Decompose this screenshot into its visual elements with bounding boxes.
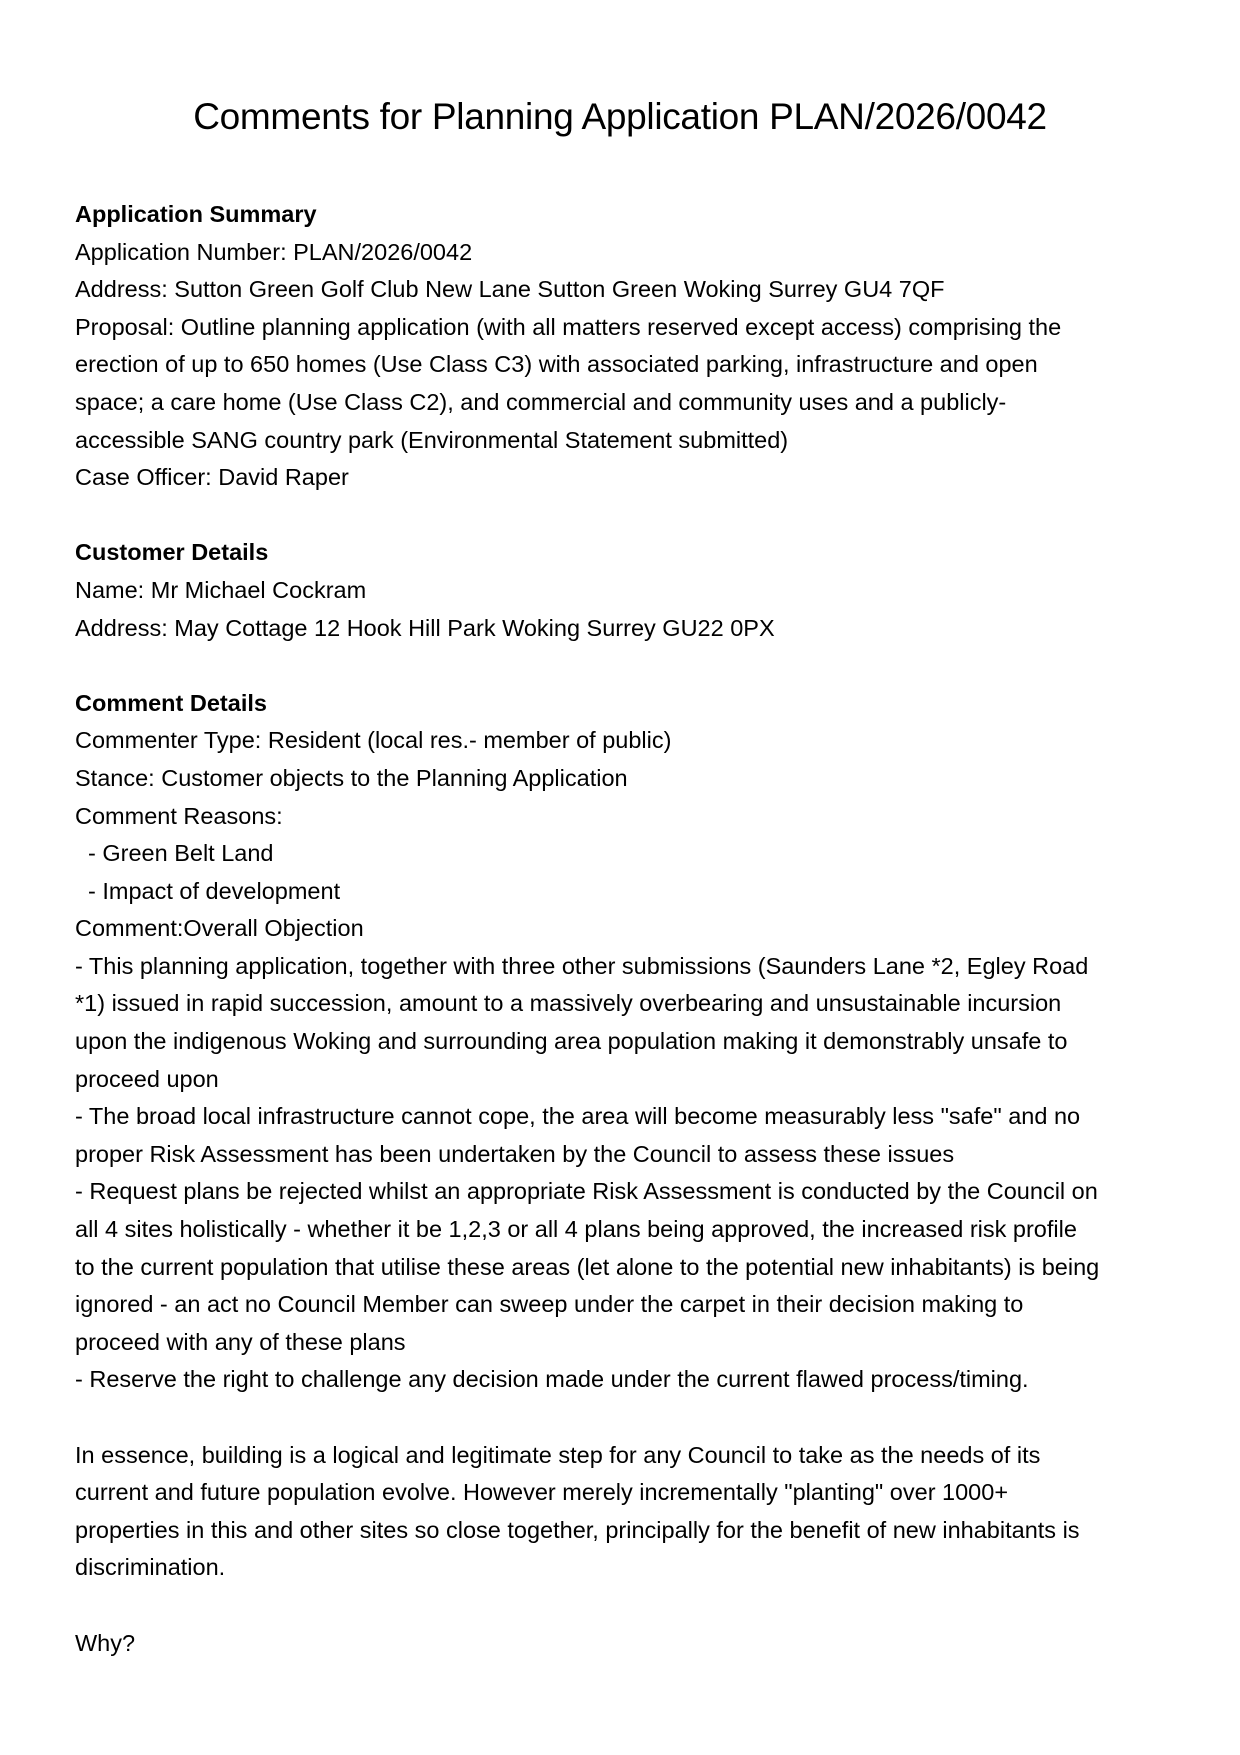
comment-line: - Reserve the right to challenge any decision made under the current flawed process/timing. xyxy=(75,1366,1029,1393)
comment-line: - The broad local infrastructure cannot cope, the area will become measurably less "safe" and no xyxy=(75,1103,1081,1130)
customer-details-section xyxy=(75,534,1175,647)
comment-line: upon the indigenous Woking and surrounding area population making it demonstrably unsafe to xyxy=(75,1028,1068,1055)
essence-line: In essence, building is a logical and legitimate step for any Council to take as the needs of its xyxy=(75,1441,1041,1468)
comment-line: proceed with any of these plans xyxy=(75,1328,406,1355)
customer-address: Address: May Cottage 12 Hook Hill Park Woking Surrey GU22 0PX xyxy=(75,614,775,641)
customer-details-heading: Customer Details xyxy=(75,539,269,566)
stance: Stance: Customer objects to the Planning Application xyxy=(75,764,628,791)
section-spacer xyxy=(75,647,1175,685)
proposal-line: erection of up to 650 homes (Use Class C3) with associated parking, infrastructure and open xyxy=(75,351,1038,378)
comment-details-section xyxy=(75,685,1175,1662)
paragraph-spacer xyxy=(75,1587,1175,1625)
proposal-line: space; a care home (Use Class C2), and commercial and community uses and a publicly- xyxy=(75,388,1007,415)
comment-line: - This planning application, together with three other submissions (Saunders Lane *2, Egley Road xyxy=(75,952,1089,979)
proposal-line: Proposal: Outline planning application (with all matters reserved except access) comprising the xyxy=(75,313,1062,340)
document-body xyxy=(75,196,1175,1662)
comment-line: ignored - an act no Council Member can sweep under the carpet in their decision making to xyxy=(75,1291,1024,1318)
comment-line: to the current population that utilise these areas (let alone to the potential new inhabitants) is being xyxy=(75,1253,1100,1280)
comment-reason-item: - Green Belt Land xyxy=(88,840,274,867)
closing-question: Why? xyxy=(75,1629,136,1656)
comment-reason-item: - Impact of development xyxy=(88,877,341,904)
comment-line: *1) issued in rapid succession, amount to a massively overbearing and unsustainable incursion xyxy=(75,990,1062,1017)
application-summary-heading: Application Summary xyxy=(75,201,317,227)
comment-reasons-label: Comment Reasons: xyxy=(75,802,283,829)
essence-line: current and future population evolve. However merely incrementally "planting" over 1000+ xyxy=(75,1479,1009,1506)
comment-line: proper Risk Assessment has been undertaken by the Council to assess these issues xyxy=(75,1140,955,1167)
essence-line: properties in this and other sites so close together, principally for the benefit of new inhabitants is xyxy=(75,1516,1080,1543)
proposal-line: accessible SANG country park (Environmental Statement submitted) xyxy=(75,426,789,453)
paragraph-spacer xyxy=(75,1399,1175,1437)
section-spacer xyxy=(75,497,1175,535)
application-address: Address: Sutton Green Golf Club New Lane Sutton Green Woking Surrey GU4 7QF xyxy=(75,276,945,303)
comment-label: Comment:Overall Objection xyxy=(75,915,364,942)
customer-name: Name: Mr Michael Cockram xyxy=(75,576,367,603)
essence-line: discrimination. xyxy=(75,1554,226,1581)
comment-line: - Request plans be rejected whilst an appropriate Risk Assessment is conducted by the Council on xyxy=(75,1178,1098,1205)
comment-details-heading: Comment Details xyxy=(75,689,267,716)
comment-line: proceed upon xyxy=(75,1065,219,1092)
comment-line: all 4 sites holistically - whether it be 1,2,3 or all 4 plans being approved, the increased risk profile xyxy=(75,1216,1077,1243)
commenter-type: Commenter Type: Resident (local res.- member of public) xyxy=(75,727,672,754)
application-number: Application Number: PLAN/2026/0042 xyxy=(75,238,473,265)
page-title: Comments for Planning Application PLAN/2026/0042 xyxy=(193,96,1047,137)
application-summary-section xyxy=(75,196,1175,497)
case-officer: Case Officer: David Raper xyxy=(75,464,349,491)
